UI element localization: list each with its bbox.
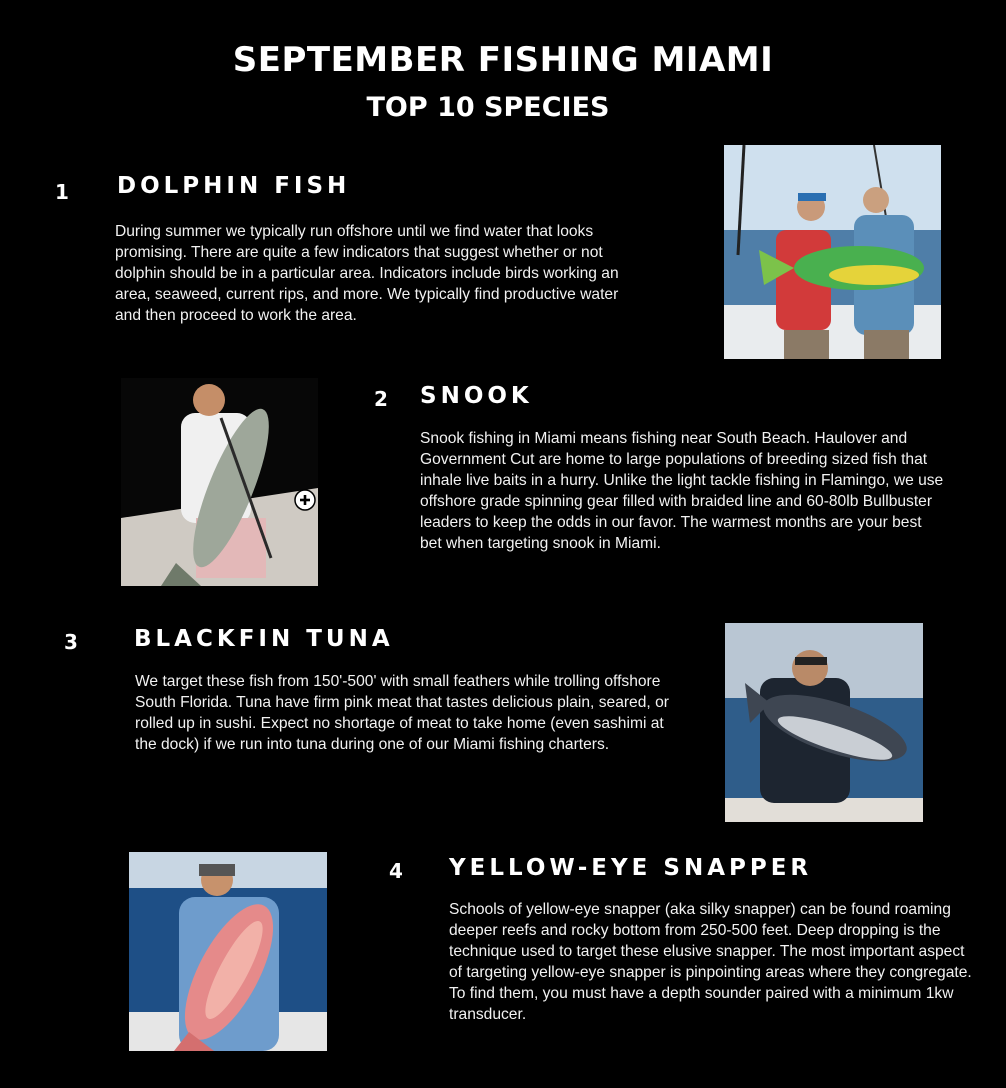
species-heading: DOLPHIN FISH [117, 173, 351, 199]
species-heading: BLACKFIN TUNA [134, 626, 394, 652]
species-description: Snook fishing in Miami means fishing near South Beach. Haulover and Government Cut are home to large populations of breeding sized fish that inhale live baits in a hurry. Unlike the light tackle fishing in Flamingo, we use offshore grade spinning gear filled with braided line and 60-80lb Bullbuster leaders to keep the odds in our favor. The warmest months are your best bet when targeting snook in Miami. [420, 430, 944, 552]
species-number: 1 [55, 180, 69, 204]
dolphin-fish-photo[interactable] [724, 145, 941, 359]
species-description: Schools of yellow-eye snapper (aka silky snapper) can be found roaming deeper reefs and rocky bottom from 250-500 feet. Deep dropping is the technique used to target these elusive snapper. The most important aspect of targeting yellow-eye snapper is pinpointing areas where they congregate. To find them, you must have a depth sounder paired with a minimum 1kw transducer. [449, 901, 972, 1023]
page-subtitle: TOP 10 SPECIES [366, 92, 610, 123]
zoom-in-plus-icon[interactable] [294, 489, 316, 511]
species-heading: YELLOW-EYE SNAPPER [449, 855, 813, 881]
species-heading: SNOOK [420, 383, 533, 409]
blackfin-tuna-photo[interactable] [725, 623, 923, 822]
yellow-eye-snapper-photo[interactable] [129, 852, 327, 1051]
species-number: 2 [374, 387, 388, 411]
species-number: 3 [64, 630, 78, 654]
page-title: SEPTEMBER FISHING MIAMI [232, 40, 774, 80]
species-number: 4 [389, 859, 403, 883]
species-description: We target these fish from 150'-500' with small feathers while trolling offshore South Florida. Tuna have firm pink meat that tastes delicious plain, seared, or rolled up in sushi. Expect no shortage of meat to take home (even sashimi at the dock) if we run into tuna during one of our Miami fishing charters. [135, 673, 669, 753]
snook-photo[interactable] [121, 378, 318, 586]
species-description: During summer we typically run offshore until we find water that looks promising. There are quite a few indicators that suggest whether or not dolphin should be in a particular area. Indicators include birds working an area, seaweed, current rips, and more. We typically find productive water and then proceed to work the area. [115, 223, 619, 324]
